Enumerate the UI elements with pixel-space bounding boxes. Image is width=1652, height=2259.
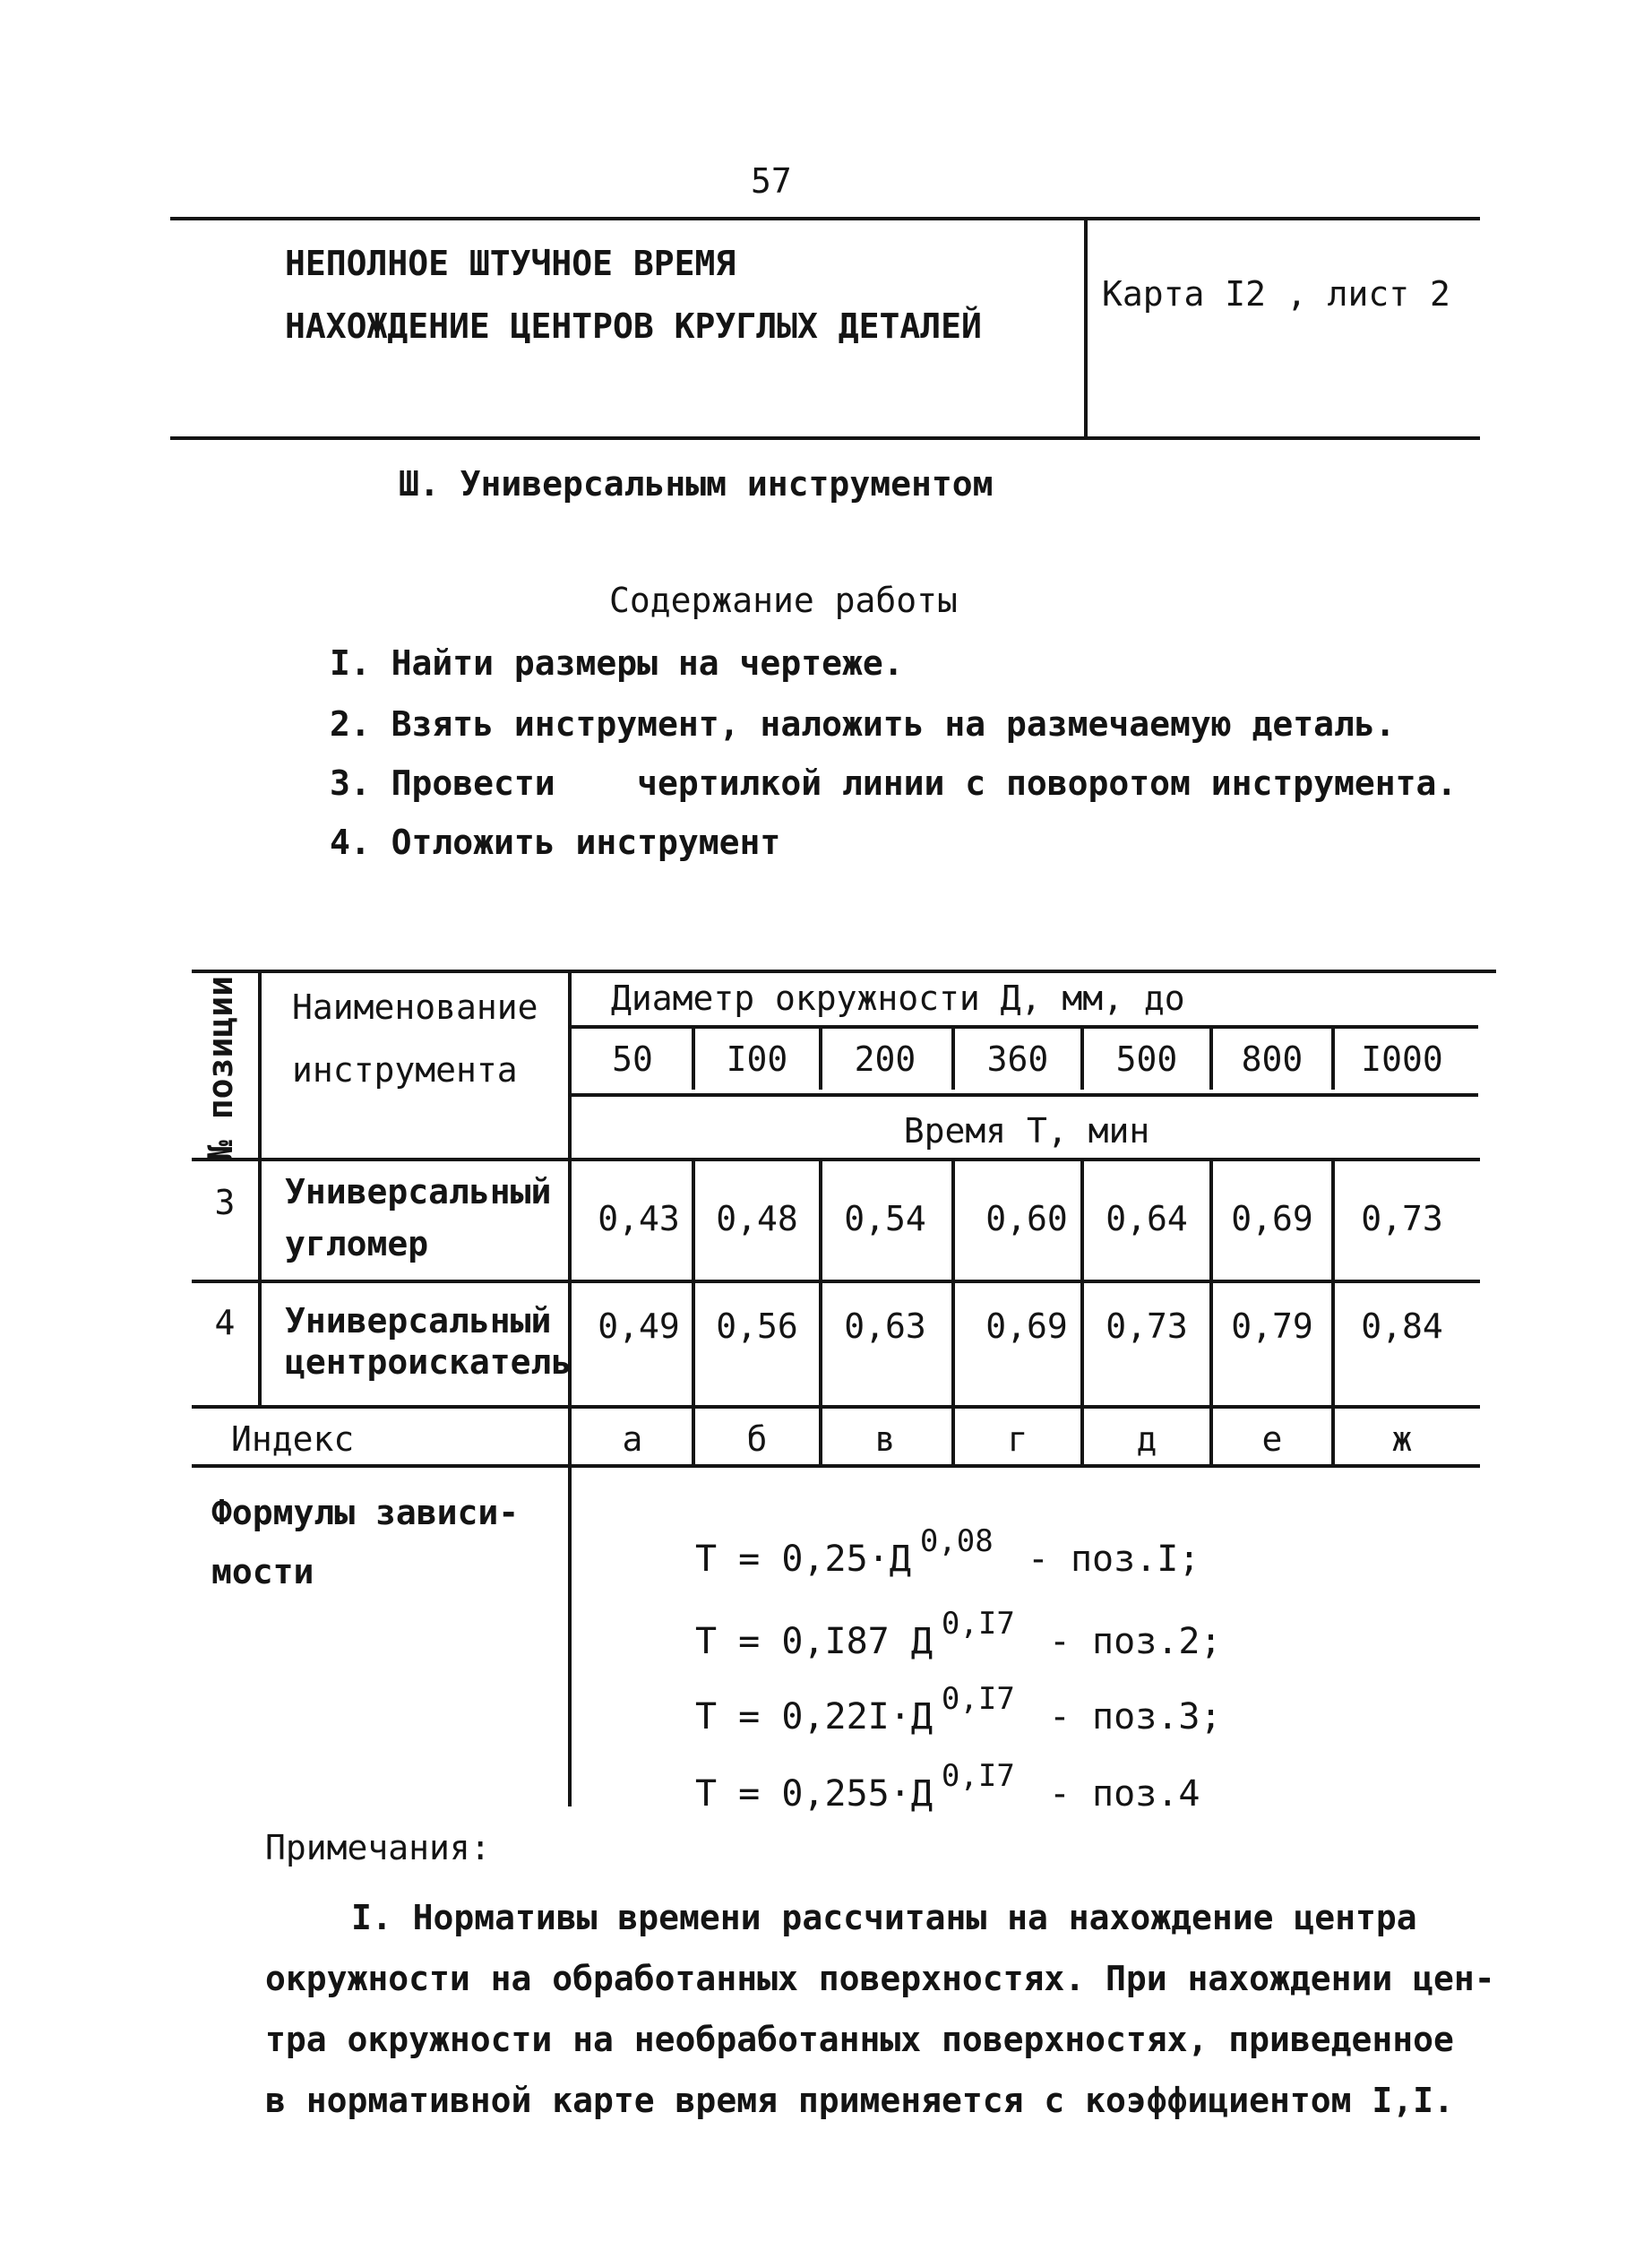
formula-base: Т = 0,255·Д: [695, 1773, 933, 1815]
diameter-value: 800: [1241, 1039, 1304, 1079]
instrument-name-header-line2: инструмента: [292, 1050, 518, 1090]
formula-power: 0,I7: [941, 1606, 1015, 1642]
formula: [695, 1523, 1200, 1580]
row-instrument-name: угломер: [285, 1224, 429, 1263]
formulas-label-line2: мости: [211, 1552, 314, 1591]
pos-column-divider: [258, 971, 262, 1407]
section-title: Ш. Универсальным инструментом: [399, 464, 994, 504]
value-column-divider: [951, 1160, 955, 1464]
note-line: I. Нормативы времени рассчитаны на нахождение центра: [351, 1898, 1417, 1937]
name-column-divider: [568, 971, 572, 1806]
time-value: 0,49: [598, 1306, 680, 1346]
diameter-value: 360: [986, 1039, 1049, 1079]
formula: [695, 1606, 1222, 1662]
index-letter: д: [1136, 1419, 1157, 1459]
time-value: 0,60: [985, 1199, 1068, 1238]
work-step: I. Найти размеры на чертеже.: [330, 643, 904, 683]
time-value: 0,43: [598, 1199, 680, 1238]
formula-ref: - поз.4: [1048, 1773, 1200, 1815]
time-value: 0,79: [1231, 1306, 1313, 1346]
header-title-line2: НАХОЖДЕНИЕ ЦЕНТРОВ КРУГЛЫХ ДЕТАЛЕЙ: [285, 306, 982, 346]
diameters-rule: [570, 1093, 1478, 1097]
work-content-heading: Содержание работы: [609, 581, 958, 620]
time-value: 0,73: [1361, 1199, 1443, 1238]
index-top-rule: [192, 1405, 1480, 1409]
diameter-value: 200: [854, 1039, 916, 1079]
formula-ref: - поз.I;: [1027, 1539, 1200, 1580]
formula: [695, 1681, 1222, 1737]
header-title-line1: НЕПОЛНОЕ ШТУЧНОЕ ВРЕМЯ: [285, 244, 736, 283]
formula-base: Т = 0,22I·Д: [695, 1696, 933, 1737]
index-letter: е: [1261, 1419, 1283, 1459]
diameter-header: Диаметр окружности Д, мм, до: [611, 979, 1185, 1018]
formula-base: Т = 0,25·Д: [695, 1539, 911, 1580]
formula-power: 0,I7: [941, 1758, 1015, 1794]
formula-power: 0,I7: [941, 1681, 1015, 1717]
work-step: 4. Отложить инструмент: [330, 823, 781, 862]
time-value: 0,54: [844, 1199, 926, 1238]
formula: [695, 1758, 1200, 1815]
position-column-header: № позиции: [201, 976, 240, 1160]
time-header-rule: [192, 1158, 1480, 1161]
work-step: 3. Провести чертилкой линии с поворотом инструмента.: [330, 763, 1458, 803]
time-value: 0,84: [1361, 1306, 1443, 1346]
index-letter: б: [746, 1419, 768, 1459]
row-position: 4: [214, 1303, 236, 1342]
header-bottom-rule: [170, 436, 1480, 440]
formula-power: 0,08: [919, 1523, 994, 1559]
note-line: в нормативной карте время применяется с коэффициентом I,I.: [265, 2081, 1454, 2120]
row-position: 3: [214, 1183, 236, 1222]
time-value: 0,73: [1106, 1306, 1188, 1346]
note-line: тра окружности на необработанных поверхностях, приведенное: [265, 2020, 1454, 2059]
time-value: 0,69: [1231, 1199, 1313, 1238]
formulas-label-line1: Формулы зависи-: [211, 1493, 520, 1532]
row-instrument-name: Универсальный: [285, 1301, 552, 1341]
index-letter: ж: [1391, 1419, 1413, 1459]
diameter-header-rule: [570, 1025, 1478, 1029]
page-number: 57: [751, 161, 792, 201]
row-separator: [192, 1280, 1480, 1283]
time-value: 0,63: [844, 1306, 926, 1346]
row-instrument-name: центроискатель: [285, 1342, 572, 1382]
time-header: Время Т, мин: [903, 1111, 1150, 1151]
formula-base: Т = 0,I87 Д: [695, 1621, 933, 1662]
time-value: 0,64: [1106, 1199, 1188, 1238]
formula-ref: - поз.2;: [1048, 1621, 1222, 1662]
header-top-rule: [170, 217, 1480, 220]
row-instrument-name: Универсальный: [285, 1172, 552, 1211]
diameter-value: 500: [1115, 1039, 1178, 1079]
table-top-rule: [192, 970, 1496, 973]
header-divider: [1084, 219, 1088, 438]
index-letter: г: [1007, 1419, 1028, 1459]
time-value: 0,56: [716, 1306, 798, 1346]
formula-ref: - поз.3;: [1048, 1696, 1222, 1737]
card-reference: Карта I2 , лист 2: [1102, 274, 1450, 314]
time-value: 0,48: [716, 1199, 798, 1238]
work-step: 2. Взять инструмент, наложить на размечаемую деталь.: [330, 704, 1396, 744]
diameter-value: I000: [1361, 1039, 1443, 1079]
diameter-value: I00: [726, 1039, 788, 1079]
note-line: окружности на обработанных поверхностях. При нахождении цен-: [265, 1959, 1495, 1998]
instrument-name-header-line1: Наименование: [292, 987, 538, 1027]
index-bottom-rule: [192, 1464, 1480, 1468]
index-label: Индекс: [231, 1419, 355, 1459]
index-letter: а: [622, 1419, 643, 1459]
diameter-value: 50: [612, 1039, 653, 1079]
notes-heading: Примечания:: [265, 1828, 491, 1867]
time-value: 0,69: [985, 1306, 1068, 1346]
index-letter: в: [874, 1419, 896, 1459]
